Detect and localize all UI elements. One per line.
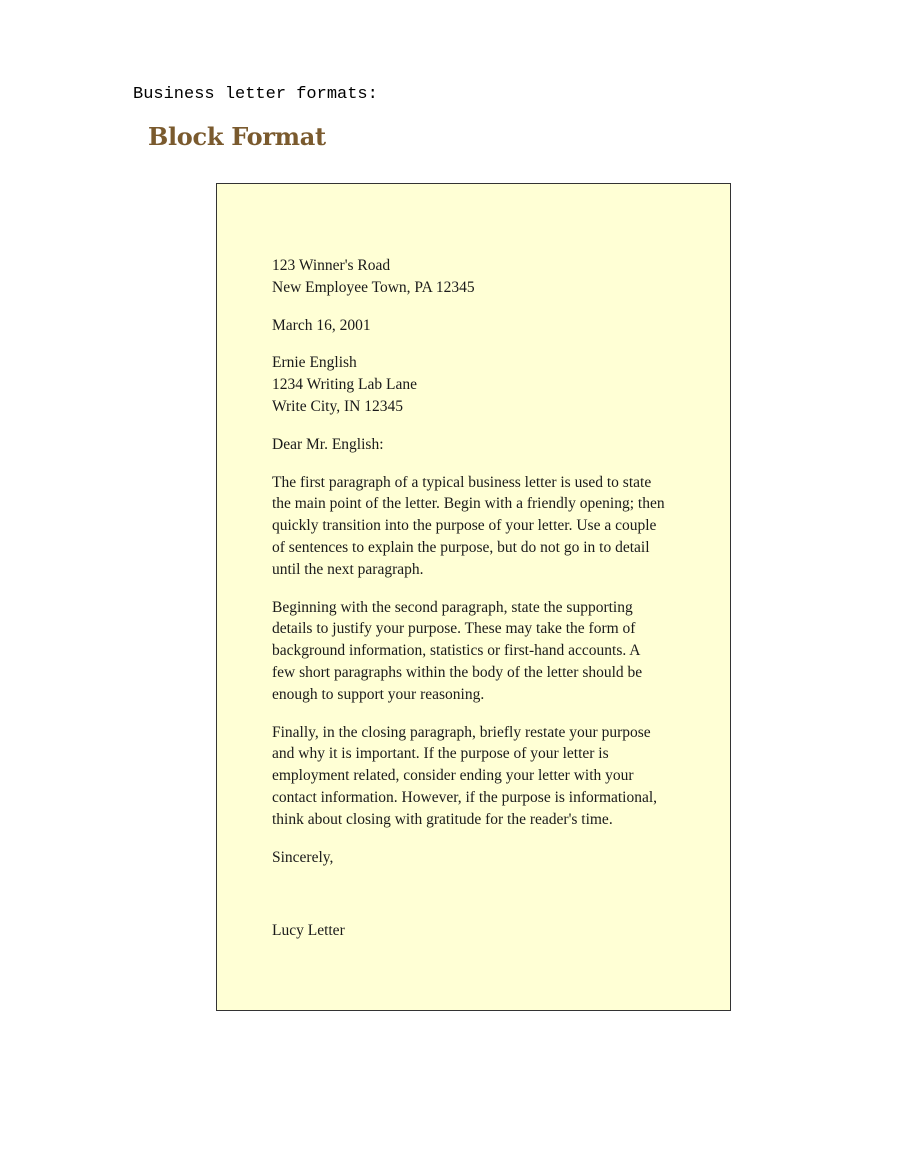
paragraph-line: and why it is important. If the purpose of your letter is [272,745,609,763]
salutation [272,434,692,456]
paragraph-line: Beginning with the second paragraph, state the supporting [272,598,633,616]
paragraph-line: contact information. However, if the purpose is informational, [272,788,658,806]
recipient-address-line: 1234 Writing Lab Lane [272,376,418,394]
paragraph-line: the main point of the letter. Begin with a friendly opening; then [272,495,665,513]
letter-date [272,315,692,337]
date-text: March 16, 2001 [272,316,371,334]
paragraph-line: employment related, consider ending your letter with your [272,767,634,785]
body-paragraph-2 [272,597,692,706]
paragraph-line: enough to support your reasoning. [272,685,485,703]
signature [272,920,692,942]
paragraph-line: few short paragraphs within the body of the letter should be [272,663,643,681]
body-paragraph-1 [272,472,692,581]
paragraph-line: of sentences to explain the purpose, but do not go in to detail [272,538,650,556]
paragraph-line: Finally, in the closing paragraph, briefly restate your purpose [272,723,651,741]
salutation-text: Dear Mr. English: [272,435,384,453]
sender-address-line: 123 Winner's Road [272,257,391,274]
paragraph-line: quickly transition into the purpose of your letter. Use a couple [272,517,657,535]
paragraph-line: think about closing with gratitude for the reader's time. [272,810,613,828]
paragraph-line: details to justify your purpose. These may take the form of [272,620,636,638]
recipient-address-line: Write City, IN 12345 [272,397,403,415]
signature-name: Lucy Letter [272,922,345,940]
body-paragraph-3 [272,722,692,831]
recipient-address [272,352,692,417]
paragraph-line: until the next paragraph. [272,560,424,578]
paragraph-line: background information, statistics or first-hand accounts. A [272,642,641,660]
letter-body [272,255,692,942]
letter-sheet [216,183,731,1011]
sender-address [272,255,692,299]
closing-text: Sincerely, [272,848,334,866]
recipient-address-line: Ernie English [272,354,357,372]
section-title: Block Format [148,122,326,151]
closing [272,847,692,869]
paragraph-line: The first paragraph of a typical business letter is used to state [272,473,652,491]
document-heading: Business letter formats: [133,85,378,104]
sender-address-line: New Employee Town, PA 12345 [272,278,475,296]
